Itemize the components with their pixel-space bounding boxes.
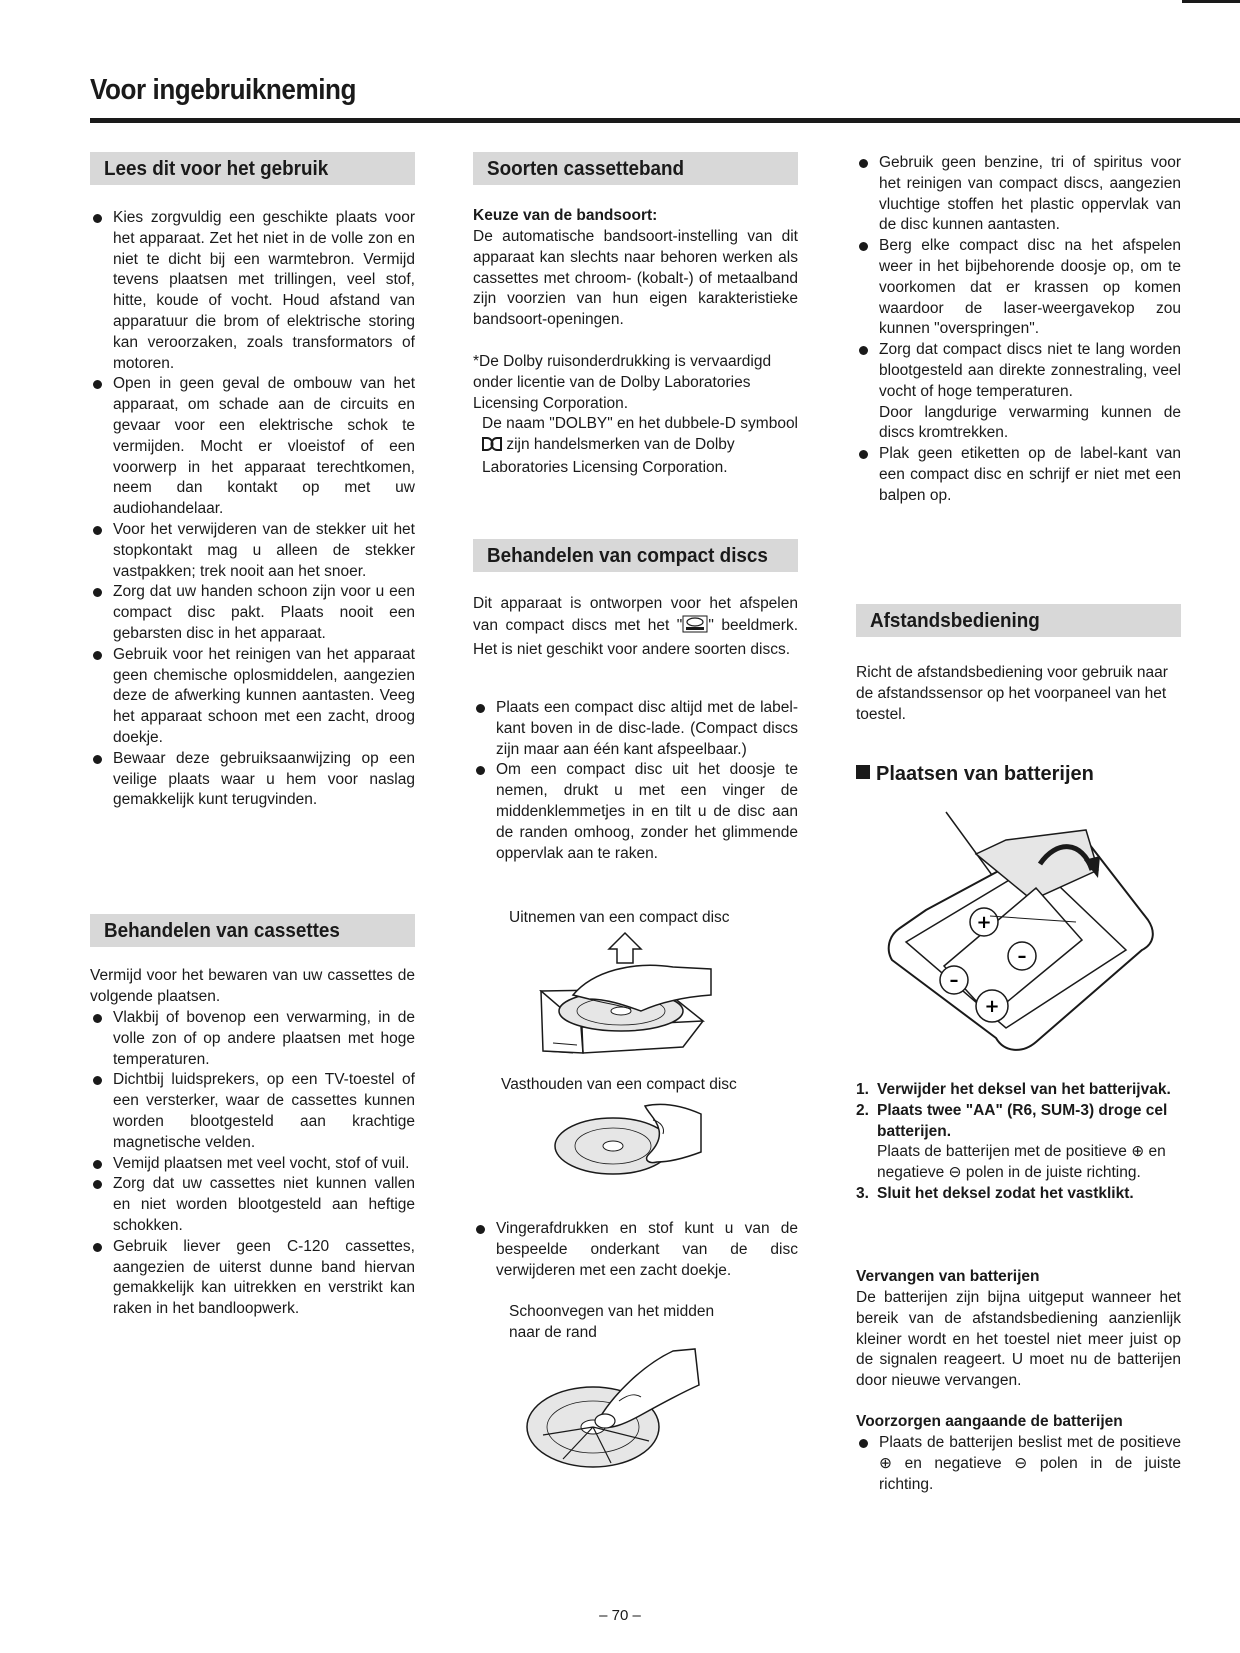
page-title: Voor ingebruikneming [90, 74, 357, 106]
replace-text: De batterijen zijn bijna uitgeput wanneer het bereik van de afstandsbediening aanzienlijk kleiner wordt en het toestel niet meer juist op de signalen reageert. U moet nu de batterijen door nieuwe vervangen. [856, 1289, 1181, 1390]
list-item: Plaats een compact disc altijd met de label-kant boven in de disc-lade. (Compact discs zijn maar aan één kant afspeelbaar.) [473, 698, 798, 760]
list-item: Vingerafdrukken en stof kunt u van de bespeelde onderkant van de disc verwijderen met een zacht doekje. [473, 1219, 798, 1281]
list-item: Dichtbij luidsprekers, op een TV-toestel of een versterker, waar de cassettes kunnen worden blootgesteld aan krachtige magnetische velden. [90, 1070, 415, 1153]
page-number: – 70 – [599, 1607, 641, 1624]
section-heading-tape-types: Soorten cassetteband [473, 152, 798, 185]
list-item: Bewaar deze gebruiksaanwijzing op een veilige plaats waar u hem voor naslag gemakkelijk kunt terugvinden. [90, 749, 415, 811]
caption-wipe-disc-1: Schoonvegen van het midden [509, 1303, 715, 1320]
cd-list-3 [856, 153, 1181, 507]
tape-text: De automatische bandsoort-instelling van dit apparaat kan slechts naar behoren werken als cassettes met chroom- (kobalt-) of metaalband zijn voorzien van hun eigen karakteristieke bandsoort-openingen. [473, 228, 798, 329]
cd-list-2 [473, 1219, 798, 1281]
compact-disc-logo-icon [682, 615, 708, 640]
svg-text:+: + [984, 996, 1000, 1017]
precaution-list [856, 1433, 1181, 1495]
battery-steps [856, 1080, 1181, 1205]
list-item: Open in geen geval de ombouw van het apparaat, om schade aan de circuits en gevaar voor een elektrische schok te vermijden. Mocht er vloeistof of een voorwerp in het apparaat terechtkomen, neem dan kontakt op met uw audiohandelaar. [90, 374, 415, 520]
minus-pole-icon: ⊖ [948, 1164, 962, 1182]
list-item: Gebruik geen benzine, tri of spiritus voor het reinigen van compact discs, aangezien vluchtige stoffen het plastic oppervlak van de disc kunnen aantasten. [856, 153, 1181, 236]
svg-text:–: – [949, 970, 959, 991]
list-item: Plaats de batterijen beslist met de positieve ⊕ en negatieve ⊖ polen in de juiste richting. [856, 1433, 1181, 1495]
section-heading-compact-discs: Behandelen van compact discs [473, 539, 798, 572]
list-item: Zorg dat uw handen schoon zijn voor u een compact disc pakt. Plaats nooit een gebarsten disc in het apparaat. [90, 582, 415, 644]
cassette-intro: Vermijd voor het bewaren van uw cassettes de volgende plaatsen. [90, 967, 415, 1005]
list-item: Zorg dat compact discs niet te lang worden blootgesteld aan direkte zonnestraling, veel vocht of hoge temperaturen. Door langdurige verwarming kunnen de discs kromtrekken. [856, 340, 1181, 444]
square-bullet-icon [856, 765, 870, 779]
dolby-note-1: *De Dolby ruisonderdrukking is vervaardigd onder licentie van de Dolby Laboratories Licensing Corporation. [473, 353, 772, 412]
tape-subheading: Keuze van de bandsoort: [473, 207, 658, 224]
caption-wipe-disc-2: naar de rand [509, 1324, 597, 1341]
battery-heading: Plaatsen van batterijen [856, 763, 1094, 786]
section-heading-cassettes: Behandelen van cassettes [90, 914, 415, 947]
list-item: Vlakbij of bovenop een verwarming, in de volle zon of op andere plaatsen met hoge temperaturen. [90, 1008, 415, 1070]
section-heading-usage: Lees dit voor het gebruik [90, 152, 415, 185]
list-item: Gebruik voor het reinigen van het apparaat geen chemische oplosmiddelen, aangezien deze de afwerking kunnen aantasten. Veeg het apparaat schoon met een zacht, droog doekje. [90, 645, 415, 749]
svg-text:+: + [976, 912, 992, 933]
cd-intro: Dit apparaat is ontworpen voor het afspelen van compact discs met het " " beeldmerk. Het is niet geschikt voor andere soorten discs. [473, 595, 798, 658]
step-item: 2. Plaats twee "AA" (R6, SUM-3) droge cel batterijen. Plaats de batterijen met de positieve ⊕ en negatieve ⊖ polen in de juiste richting. [856, 1101, 1168, 1182]
list-item: Om een compact disc uit het doosje te nemen, drukt u met een vinger de middenklemmetjes in en tilt u de disc aan de randen omhoog, zonder het glimmende oppervlak aan te raken. [473, 760, 798, 864]
step-item: 1. Verwijder het deksel van het batterijvak. [856, 1081, 1171, 1098]
precaution-heading: Voorzorgen aangaande de batterijen [856, 1413, 1123, 1430]
disc-holding-illustration [553, 1100, 703, 1180]
double-d-icon [482, 437, 502, 458]
list-item: Zorg dat uw cassettes niet kunnen vallen en niet worden blootgesteld aan heftige schokken. [90, 1174, 415, 1236]
replace-heading: Vervangen van batterijen [856, 1268, 1040, 1285]
list-item: Kies zorgvuldig een geschikte plaats voor het apparaat. Zet het niet in de volle zon en niet te dicht bij een warmtebron. Vermijd tevens plaatsen met trillingen, veel stof, hitte, koude of vocht. Houd afstand van apparatuur die brom of elektrische storing kan veroorzaken, zoals transformators of motoren. [90, 208, 415, 374]
list-item: Gebruik liever geen C-120 cassettes, aangezien de uiterst dunne band hiervan gemakkelijk kan uitrekken en verstrikt kan raken in het bandloopwerk. [90, 1237, 415, 1320]
svg-text:–: – [1017, 946, 1027, 967]
battery-compartment-illustration [886, 810, 1156, 1055]
usage-list [90, 208, 415, 811]
plus-pole-icon: ⊕ [1131, 1143, 1145, 1161]
minus-pole-icon: ⊖ [1014, 1454, 1028, 1472]
disc-removal-illustration [533, 933, 713, 1059]
plus-pole-icon: ⊕ [879, 1454, 892, 1472]
section-heading-remote: Afstandsbediening [856, 604, 1181, 637]
title-divider [90, 118, 1240, 123]
list-item: Vemijd plaatsen met veel vocht, stof of vuil. [90, 1154, 415, 1175]
list-item: Berg elke compact disc na het afspelen weer in het bijbehorende doosje op, om te voorkomen dat er krassen op komen waardoor de laser-weergavekop zou kunnen "overspringen". [856, 236, 1181, 340]
list-item: Plak geen etiketten op de label-kant van een compact disc en schrijf er niet met een balpen op. [856, 444, 1181, 506]
remote-text: Richt de afstandsbediening voor gebruik naar de afstandssensor op het voorpaneel van het toestel. [856, 664, 1168, 723]
corner-rule [1182, 0, 1240, 3]
disc-wiping-illustration [523, 1345, 703, 1475]
caption-hold-disc: Vasthouden van een compact disc [501, 1076, 737, 1093]
list-item: Voor het verwijderen van de stekker uit het stopkontakt mag u alleen de stekker vastpakken; trek nooit aan het snoer. [90, 520, 415, 582]
caption-remove-disc: Uitnemen van een compact disc [509, 909, 730, 926]
cassette-list [90, 1008, 415, 1320]
dolby-note-2: De naam "DOLBY" en het dubbele-D symbool zijn handelsmerken van de Dolby Laboratories Licensing Corporation. [482, 415, 799, 476]
cd-list [473, 698, 798, 864]
step-item: 3. Sluit het deksel zodat het vastklikt. [856, 1184, 1134, 1202]
